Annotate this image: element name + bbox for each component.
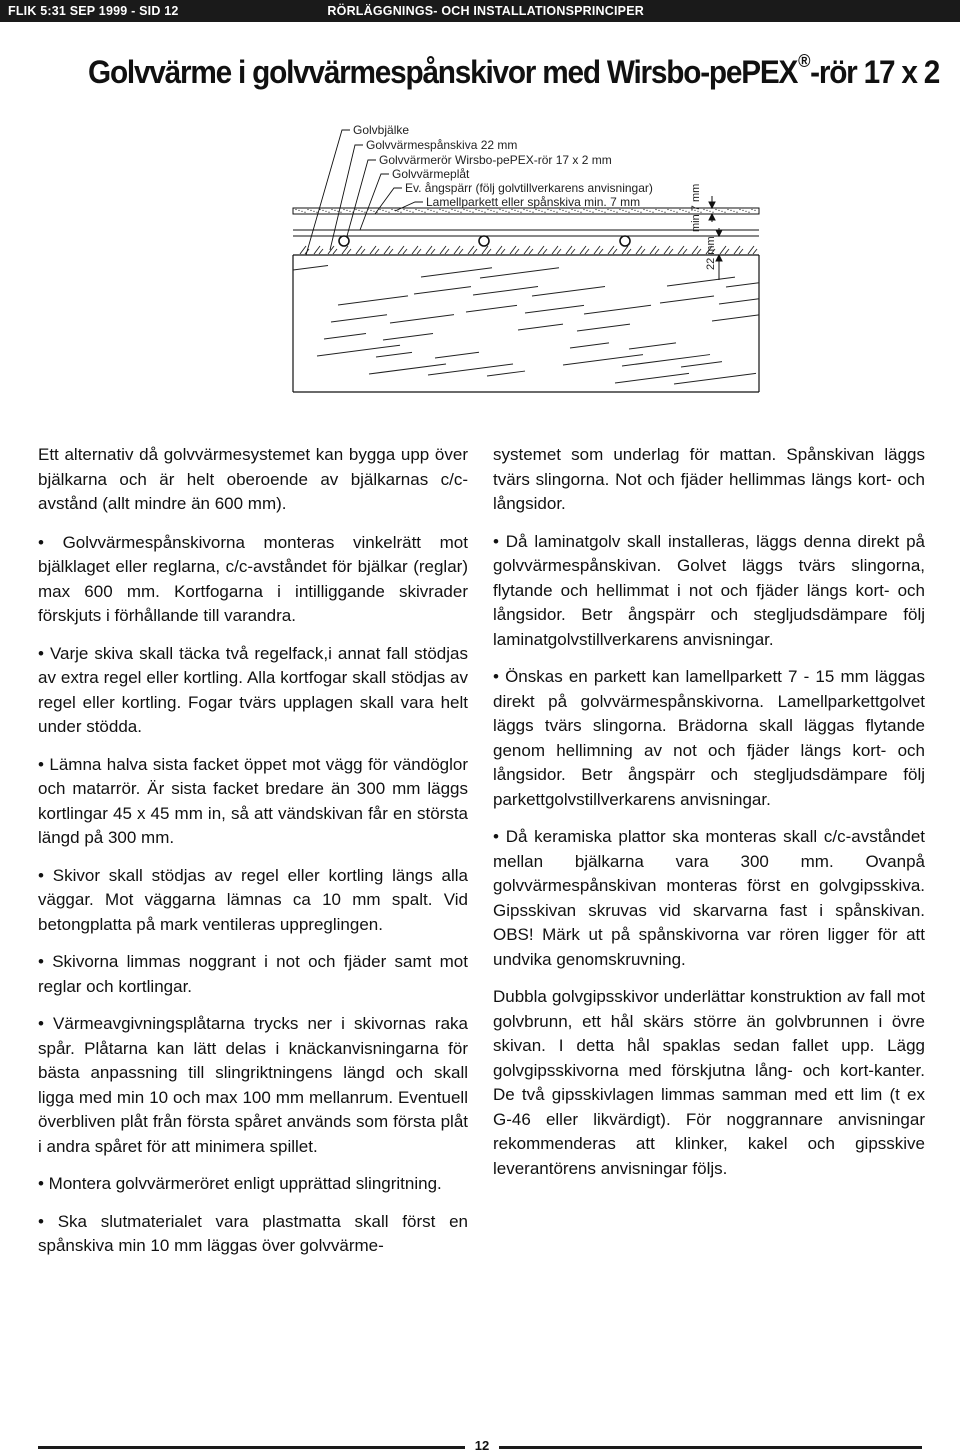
bullet-paragraph: • Golvvärmespånskivorna monteras vinkelrätt mot bjälklaget eller reglarna, c/c-avståndet för bjälkar (reglar) max 600 mm. Kortfogarna i intilliggande skivrader förskjuts i förhållande till varandra. <box>38 532 468 625</box>
dim-22mm: 22 mm <box>705 236 717 270</box>
bullet-paragraph: • Skivor skall stödjas av regel eller kortling längs alla väggar. Mot väggarna lämnas ca 10 mm spalt. Vid betongplatta på mark ventileras uppreglingen. <box>38 865 468 934</box>
dim-min-7mm: min 7 mm <box>690 183 702 232</box>
label-plate: Golvvärmeplåt <box>392 167 470 181</box>
label-vapor-barrier: Ev. ångspärr (följ golvtillverkarens anvisningar) <box>405 181 653 195</box>
header-right-text: RÖRLÄGGNINGS- OCH INSTALLATIONSPRINCIPER <box>327 4 644 18</box>
bullet-paragraph: • Skivorna limmas noggrant i not och fjäder samt mot reglar och kortlingar. <box>38 952 468 996</box>
bullet-paragraph: • Önskas en parkett kan lamellparkett 7 - 15 mm läggas direkt på golvvärmespånskivorna. Lamellparkettgolvet läggs tvärs slingorna. Brädorna skall läggas flytande genom hellimning av not och fjäder längs kort- och långsidor. Betr ångspärr och stegljudsdämpare följ parkettgolvstillverkarens anvisningar. <box>493 667 925 809</box>
page-title <box>88 51 940 91</box>
intro-paragraph: Ett alternativ då golvvärmesystemet kan bygga upp över bjälkarna och är helt oberoende av bjälkarnas c/c-avstånd (allt mindre än 600 mm). <box>38 445 468 513</box>
bullet-paragraph: • Värmeavgivningsplåtarna trycks ner i skivornas raka spår. Plåtarna kan lätt delas i knäckanvisningarna för bästa anpassning till slingriktningens längd och skall ligga med min 10 och max 100 mm mellanrum. Eventuell överbliven plåt från första spåret används som första plåt i andra spåret för att minimera spillet. <box>38 1014 468 1156</box>
bullet-paragraph: • Lämna halva sista facket öppet mot vägg för vändöglor och matarrör. Är sista facket bredare än 300 mm läggs kortlingar 45 x 45 mm in, så att vändskivan får en största längd på 300 mm. <box>38 754 468 847</box>
pipe <box>620 236 630 246</box>
label-pipe: Golvvärmerör Wirsbo-pePEX-rör 17 x 2 mm <box>379 153 612 167</box>
bullet-paragraph: • Ska slutmaterialet vara plastmatta skall först en spånskiva min 10 mm läggas över golvvärme- <box>38 1211 468 1255</box>
label-joist: Golvbjälke <box>353 123 410 137</box>
floor-joist <box>293 255 802 392</box>
left-column <box>38 443 468 1272</box>
title-main: Golvvärme i golvvärmespånskivor med Wirsbo-pePEX <box>88 54 798 90</box>
bullet-paragraph: • Varje skiva skall täcka två regelfack,i annat fall stödjas av extra regel eller kortling. Alla kortfogar skall stödjas av regel eller kortling. Fogar tvärs upplagen skall vara helt under stödda. <box>38 643 468 736</box>
registered-mark: ® <box>798 51 810 72</box>
pipe <box>339 236 349 246</box>
page-number: 12 <box>465 1437 499 1455</box>
continued-paragraph: systemet som underlag för mattan. Spånskivan läggs tvärs slingorna. Not och fjäder hellimmas längs kort- och långsidor. <box>493 445 925 513</box>
bullet-paragraph: • Då keramiska plattor ska monteras skall c/c-avståndet mellan bjälkarna vara 300 mm. Ovanpå golvvärmespånskivan monteras först en golvgipsskiva. Gipsskivan skruvas vid skarvarna fast i spånskivan. OBS! Märk ut på spånskivorna var rören ligger för att undvika genomskruvning. <box>493 827 925 969</box>
bullet-paragraph: • Montera golvvärmeröret enligt upprättad slingritning. <box>38 1174 442 1193</box>
label-parquet: Lamellparkett eller spånskiva min. 7 mm <box>426 195 641 209</box>
bullet-paragraph: • Då laminatgolv skall installeras, läggs denna direkt på golvvärmespånskivan. Golvet läggs tvärs slingorna, flytande och hellimmat i not och fjäder längs kort- och långsidor. Betr ångspärr och stegljudsdämpare följ laminatgolvstillverkarens anvisningar. <box>493 531 925 649</box>
header-bar <box>0 0 960 22</box>
header-left-text: FLIK 5:31 SEP 1999 - SID 12 <box>8 4 179 18</box>
chipboard-layer <box>293 236 759 255</box>
pipe <box>479 236 489 246</box>
floor-section-diagram <box>0 110 960 410</box>
title-suffix: -rör 17 x 2 <box>810 54 940 90</box>
heating-pipes <box>339 236 630 246</box>
plain-paragraph: Dubbla golvgipsskivor underlättar konstruktion av fall mot golvbrunn, ett hål skärs större än golvbrunnen i övre skivan. I detta hål spaklas sedan fallet upp. Lägg golvgipsskivorna med förskjutna lång- och kort-kanter. De två gipsskivlagen limmas samman med ett lim (t ex G-46 eller likvärdigt). För noggrannare anvisningar rekommenderas att klinker, kakel och gipsskive leverantörens anvisningar följs. <box>493 987 925 1178</box>
label-chipboard: Golvvärmespånskiva 22 mm <box>366 138 518 152</box>
right-column <box>493 443 925 1194</box>
